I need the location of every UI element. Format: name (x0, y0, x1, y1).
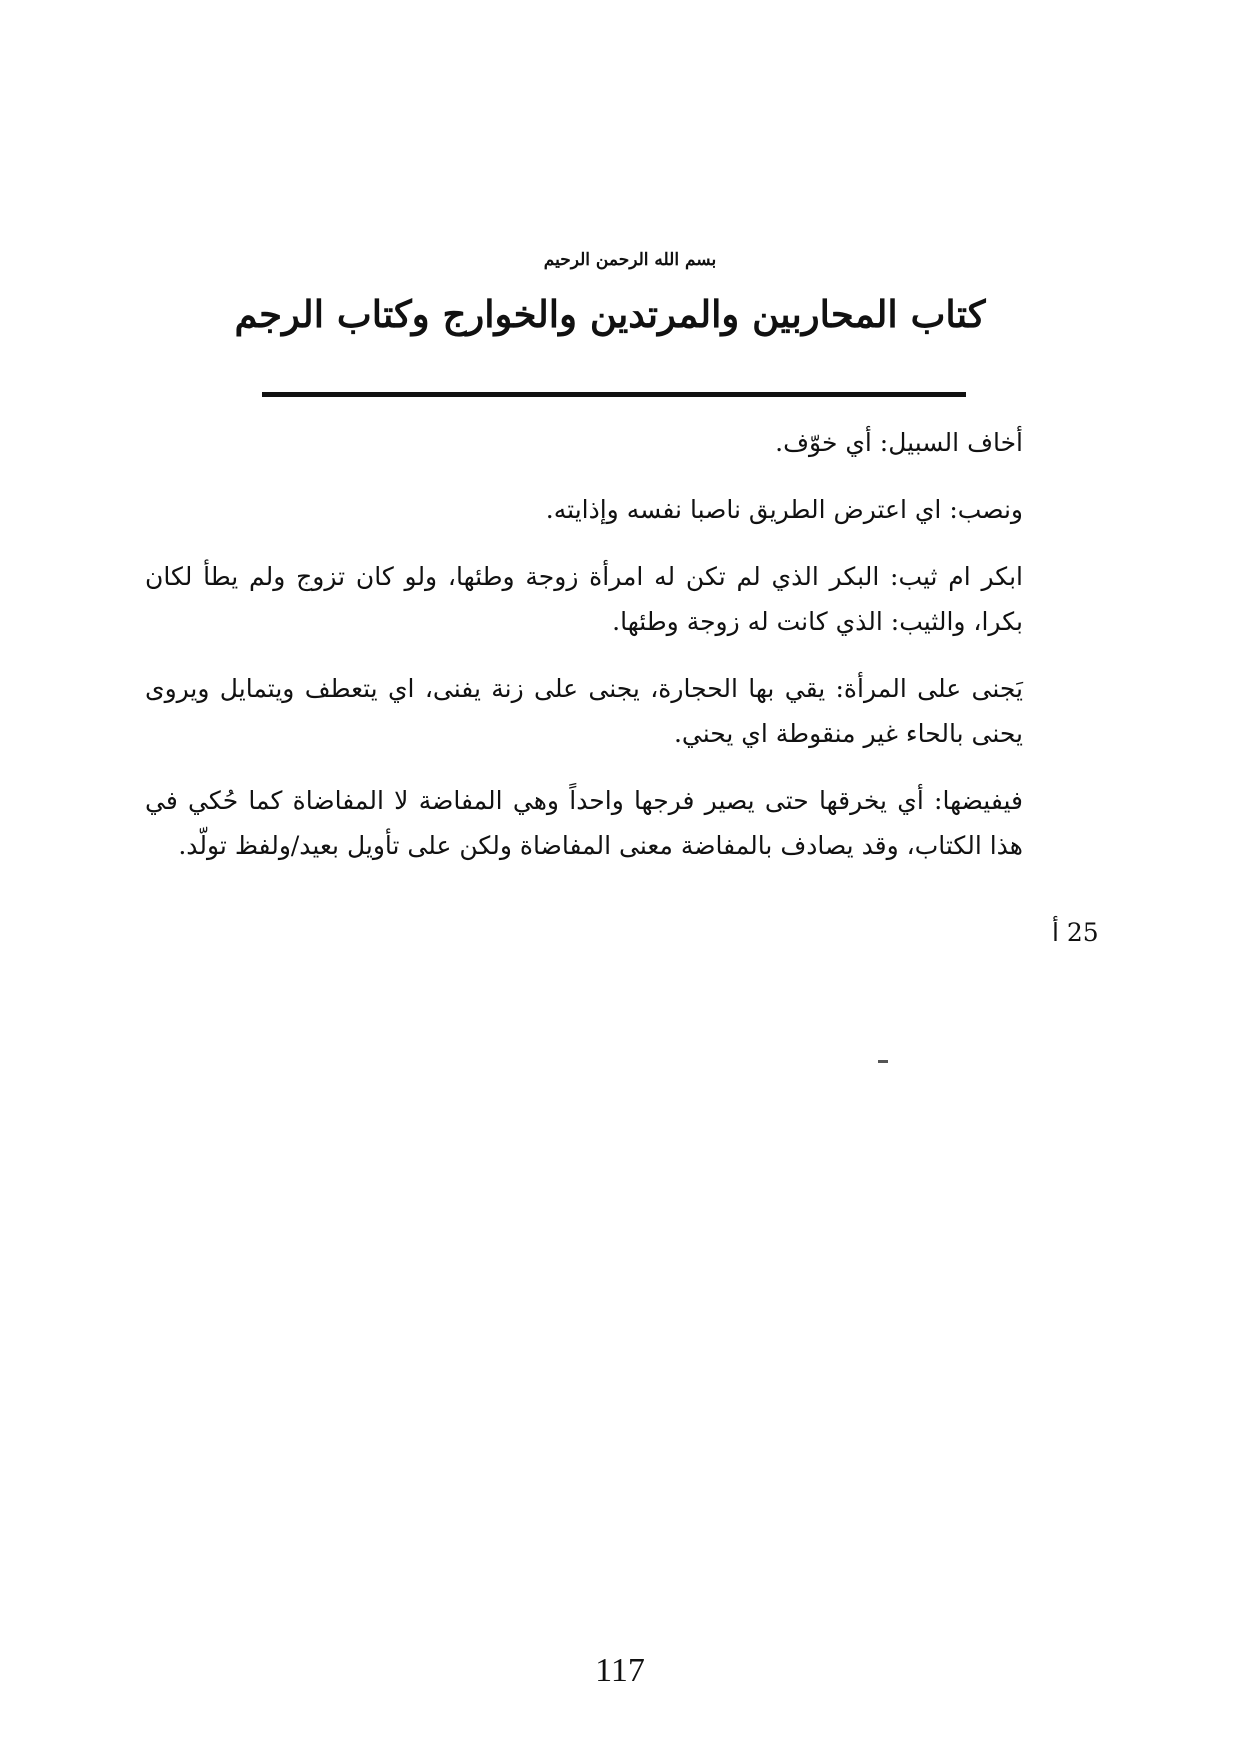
chapter-title: كتاب المحاربين والمرتدين والخوارج وكتاب الرجم (234, 292, 986, 336)
glossary-entry: يَجنى على المرأة: يقي بها الحجارة، يجنى على زنة يفنى، اي يتعطف ويتمايل ويروى يحنى بالحاء غير منقوطة اي يحني. (145, 674, 1023, 748)
folio-margin-note: 25 أ (1052, 918, 1099, 947)
title-rule (262, 392, 966, 397)
basmala: بسم الله الرحمن الرحيم (543, 250, 717, 270)
glossary-entry: فيفيضها: أي يخرقها حتى يصير فرجها واحداً وهي المفاضة لا المفاضاة كما حُكي في هذا الكتاب، وقد يصادف بالمفاضة معنى المفاضاة ولكن على تأويل بعيد/ولفظ تولّد. (145, 786, 1023, 860)
glossary-entry: ونصب: اي اعترض الطريق ناصبا نفسه وإذايته. (545, 495, 1023, 524)
glossary-entry: ابكر ام ثيب: البكر الذي لم تكن له امرأة زوجة وطئها، ولو كان تزوج ولم يطأ لكان بكرا، والثيب: الذي كانت له زوجة وطئها. (145, 562, 1023, 636)
glossary-entries (145, 420, 1063, 890)
scan-speck (878, 1060, 888, 1063)
glossary-entry: أخاف السبيل: أي خوّف. (775, 428, 1023, 457)
page-number: 117 (595, 1652, 645, 1689)
